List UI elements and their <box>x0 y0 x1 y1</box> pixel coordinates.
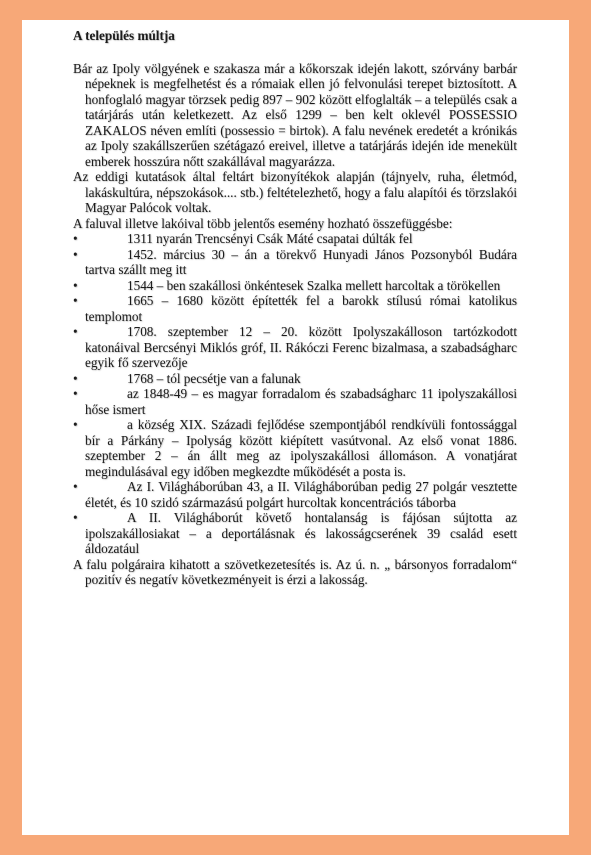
events-list <box>73 231 517 557</box>
bullet-icon: • <box>73 370 78 386</box>
paragraph-history: Bár az Ipoly völgyének e szakasza már a kőkorszak idején lakott, szórvány barbár népeknek is megfelhetést és a rómaiak ellen jó felvonulási terepet biztosított. A honfoglaló magyar törzsek pedig 897 – 902 között elfoglalták – a település csak a tatárjárás után keletkezett. Az első 1299 – ben kelt oklevél POSSESSIO ZAKALOS néven említi (possessio = birtok). A falu nevének eredetét a krónikás az Ipoly szakállszerűen szétágazó ereivel, illetve a tatárjárás idején ide menekült emberek hosszúra nőtt szakállával magyarázza. <box>73 60 517 169</box>
bullet-icon: • <box>73 386 78 401</box>
list-item: • 1452. március 30 – án a törekvő Hunyadi János Pozsonyból Budára tartva szállt meg itt <box>73 246 517 277</box>
bullet-icon: • <box>73 479 78 494</box>
list-item: • Az I. Világháborúban 43, a II. Világháborúban pedig 27 polgár vesztette életét, és 10 szidó származású polgárt hurcoltak koncentrációs táborba <box>73 479 517 510</box>
page-title: A település múltja <box>73 28 175 43</box>
bullet-icon: • <box>73 324 78 339</box>
list-item: • A II. Világháborút követő hontalanság is fájósan sújtotta az ipolszakállosiakat – a deportálásnak és lakosságcserének 39 család esett áldozatául <box>73 510 517 556</box>
paragraph-events-intro: A faluval illetve lakóival több jelentős esemény hozható összefüggésbe: <box>73 215 453 231</box>
list-item: • 1768 – tól pecsétje van a falunak <box>73 370 301 386</box>
list-item: • az 1848-49 – es magyar forradalom és szabadságharc 11 ipolyszakállosi hőse ismert <box>73 386 517 417</box>
list-item: • 1311 nyarán Trencsényi Csák Máté csapatai dúlták fel <box>73 231 413 246</box>
bullet-icon: • <box>73 293 78 308</box>
list-item: • a község XIX. Századi fejlődése szempontjából rendkívüli fontossággal bír a Párkány – Ipolyság között kiépített vasútvonal. Az első vonat 1886. szeptember 2 – án állt meg az ipolyszakállosi állomáson. A vonatjárat megindulásával egy időben megkezdte működését a posta is. <box>73 417 517 479</box>
list-item: • 1544 – ben szakállosi önkéntesek Szalka mellett harcoltak a törökellen <box>73 277 501 293</box>
bullet-icon: • <box>73 277 78 293</box>
document-page <box>22 20 569 835</box>
list-item: • 1665 – 1680 között építették fel a barokk stílusú római katolikus templomot <box>73 293 517 324</box>
bullet-icon: • <box>73 231 78 246</box>
paragraph-closing: A falu polgáraira kihatott a szövetkezetesítés is. Az ú. n. „ bársonyos forradalom“ pozitív és negatív következményeit is érzi a lakosság. <box>73 556 517 587</box>
bullet-icon: • <box>73 417 78 432</box>
paragraph-research: Az eddigi kutatások által feltárt bizonyítékok alapján (tájnyelv, ruha, életmód, lakáskultúra, népszokások.... stb.) feltételezhető, hogy a falu alapítói és törzslakói Magyar Palócok voltak. <box>73 169 517 215</box>
bullet-icon: • <box>73 510 78 525</box>
list-item: • 1708. szeptember 12 – 20. között Ipolyszakálloson tartózkodott katonáival Bercsényi Miklós gróf, II. Rákóczi Ferenc bizalmasa, a szabadságharc egyik fő szervezője <box>73 324 517 370</box>
document-content <box>73 28 517 588</box>
bullet-icon: • <box>73 246 78 262</box>
